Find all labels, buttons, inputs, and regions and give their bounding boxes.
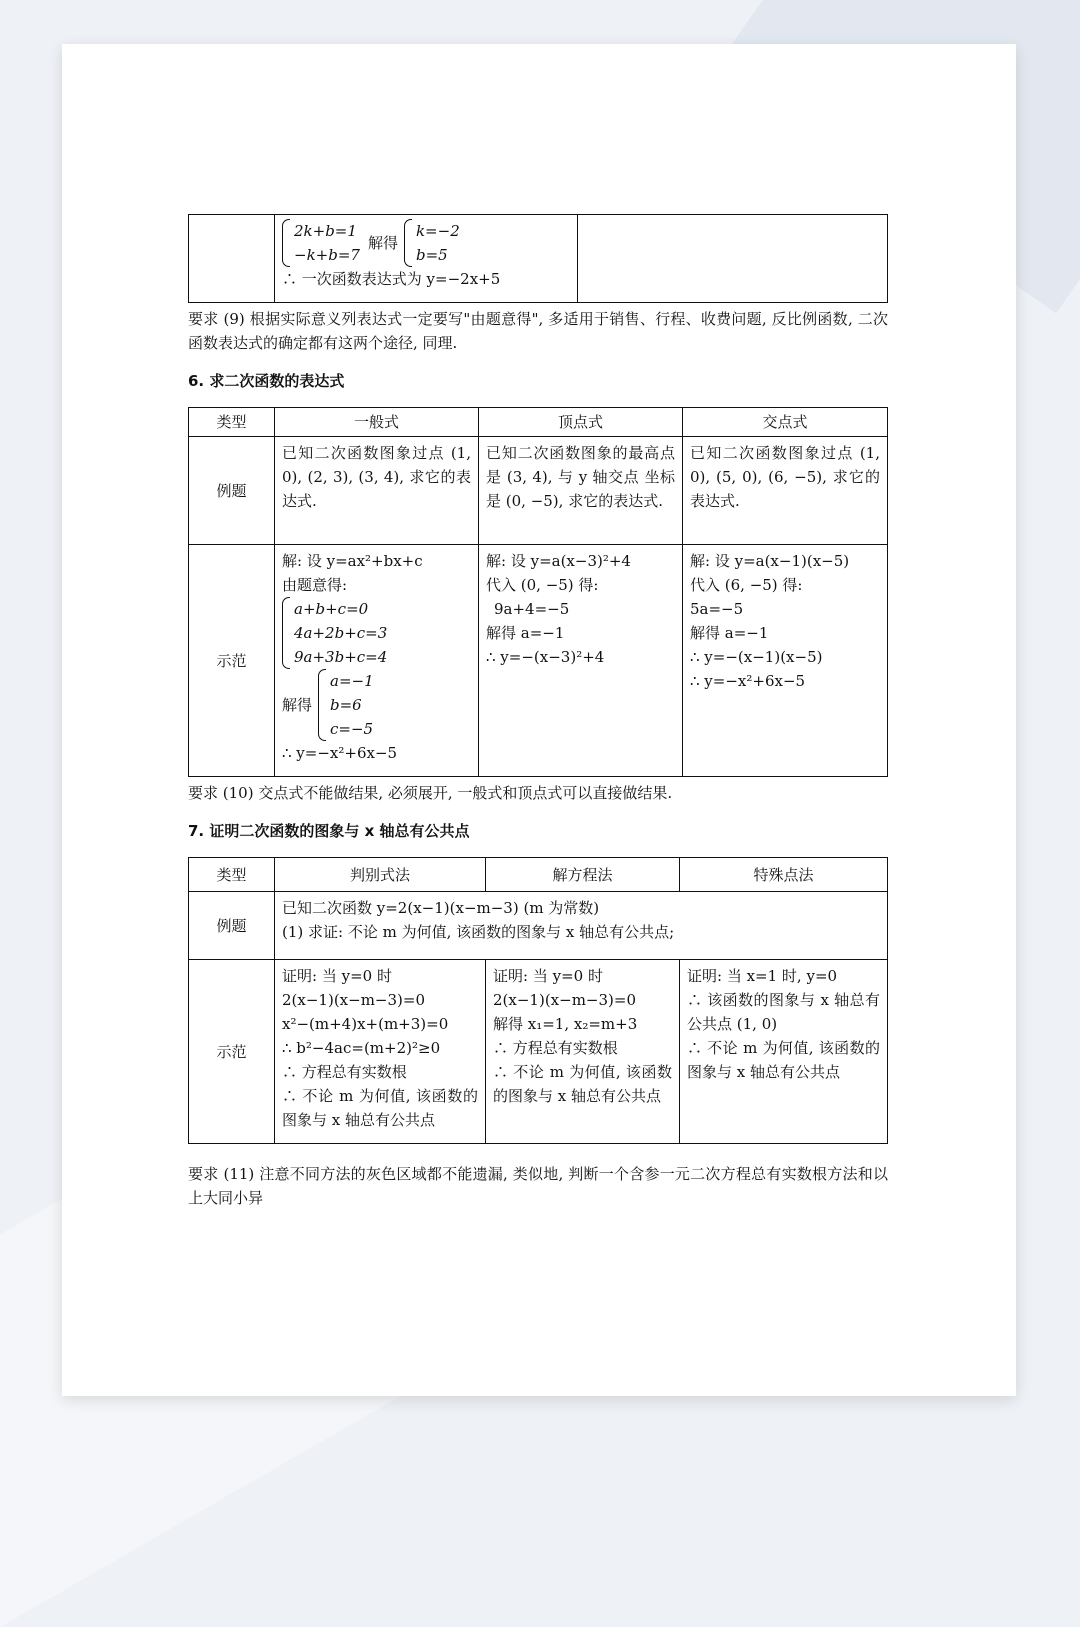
proof-line: ∴ 方程总有实数根: [282, 1063, 407, 1081]
example-general: [275, 437, 479, 545]
solution-line: 9a+4=−5: [494, 600, 570, 618]
solution-line: 解: 设 y=ax²+bx+c: [282, 552, 423, 570]
requirement-note-9: 要求 (9) 根据实际意义列表达式一定要写"由题意得", 多适用于销售、行程、收费问题, 反比例函数, 二次函数表达式的确定都有这两个途径, 同理.: [188, 310, 888, 352]
demo-equation: [486, 960, 680, 1144]
example-vertex: [479, 437, 683, 545]
linear-system: [282, 219, 570, 267]
example-problem: [275, 892, 888, 960]
solution-line: b=5: [415, 246, 448, 264]
proof-conclusion: ∴ 不论 m 为何值, 该函数的图象与 x 轴总有公共点: [493, 1063, 672, 1105]
conclusion-line: ∴ 一次函数表达式为 y=−2x+5: [282, 270, 501, 288]
proof-line: ∴ 该函数的图象与 x 轴总有公共点 (1, 0): [687, 991, 880, 1033]
general-system: [282, 597, 471, 669]
proof-line: 2(x−1)(x−m−3)=0: [493, 991, 636, 1009]
row-label-demo: 示范: [189, 545, 275, 777]
proof-line: 证明: 当 x=1 时, y=0: [687, 967, 838, 985]
header-general-form: 一般式: [275, 408, 479, 437]
demo-vertex: [479, 545, 683, 777]
solution-line: 由题意得:: [282, 576, 348, 594]
solution-line: ∴ y=−(x−1)(x−5): [690, 648, 823, 666]
row-label-example: 例题: [189, 437, 275, 545]
requirement-note-10: 要求 (10) 交点式不能做结果, 必须展开, 一般式和顶点式可以直接做结果.: [188, 784, 673, 802]
solution-line: k=−2: [415, 222, 460, 240]
example-text: 已知二次函数图象的最高点是 (3, 4), 与 y 轴交点 坐标是 (0, −5), 求它的表达式.: [486, 444, 675, 510]
demo-intercept: [683, 545, 888, 777]
proof-line: 证明: 当 y=0 时: [282, 967, 392, 985]
solve-label: 解得: [367, 234, 398, 252]
proof-line: x²−(m+4)x+(m+3)=0: [282, 1015, 449, 1033]
final-answer: ∴ y=−x²+6x−5: [690, 672, 806, 690]
example-text: 已知二次函数图象过点 (1, 0), (2, 3), (3, 4), 求它的表达式.: [282, 444, 471, 510]
equation-line: 2k+b=1: [294, 222, 357, 240]
equation-line: −k+b=7: [294, 246, 360, 264]
solution-line: 解得 a=−1: [486, 624, 565, 642]
section-6-title: 6. 求二次函数的表达式: [188, 372, 345, 390]
proof-line: 证明: 当 y=0 时: [493, 967, 603, 985]
row-label-example: 例题: [189, 892, 275, 960]
solution-line: 解得 a=−1: [690, 624, 769, 642]
requirement-note-11: 要求 (11) 注意不同方法的灰色区域都不能遗漏, 类似地, 判断一个含参一元二次方程总有实数根方法和以上大同小异: [188, 1165, 888, 1207]
example-intercept: [683, 437, 888, 545]
header-discriminant-method: 判别式法: [275, 858, 486, 892]
solution-line: b=6: [330, 696, 362, 714]
document-page: [62, 44, 1016, 1396]
solution-line: 代入 (0, −5) 得:: [486, 576, 599, 594]
header-vertex-form: 顶点式: [479, 408, 683, 437]
solution-line: 解: 设 y=a(x−3)²+4: [486, 552, 631, 570]
header-equation-method: 解方程法: [486, 858, 680, 892]
solution-line: c=−5: [330, 720, 374, 738]
intersection-proof-table: [188, 857, 888, 1144]
demo-general: [275, 545, 479, 777]
proof-conclusion: ∴ 不论 m 为何值, 该函数的图象与 x 轴总有公共点: [282, 1087, 478, 1129]
section-7-title: 7. 证明二次函数的图象与 x 轴总有公共点: [188, 822, 470, 840]
solve-label: 解得: [282, 696, 313, 714]
solution-line: a=−1: [330, 672, 374, 690]
header-intercept-form: 交点式: [683, 408, 888, 437]
proof-line: ∴ b²−4ac=(m+2)²≥0: [282, 1039, 441, 1057]
header-type: 类型: [189, 858, 275, 892]
page-content: [188, 214, 888, 1210]
equation-line: a+b+c=0: [294, 600, 369, 618]
demo-discriminant: [275, 960, 486, 1144]
quadratic-expression-table: [188, 407, 888, 777]
general-solution: [282, 669, 471, 741]
header-type: 类型: [189, 408, 275, 437]
final-answer: ∴ y=−(x−3)²+4: [486, 648, 605, 666]
demo-special-point: [680, 960, 888, 1144]
proof-line: 2(x−1)(x−m−3)=0: [282, 991, 425, 1009]
example-line: 已知二次函数 y=2(x−1)(x−m−3) (m 为常数): [282, 899, 600, 917]
proof-conclusion: ∴ 不论 m 为何值, 该函数的图象与 x 轴总有公共点: [687, 1039, 880, 1081]
empty-cell: [578, 215, 888, 303]
final-answer: ∴ y=−x²+6x−5: [282, 744, 398, 762]
proof-line: 解得 x₁=1, x₂=m+3: [493, 1015, 638, 1033]
proof-line: ∴ 方程总有实数根: [493, 1039, 618, 1057]
linear-solution-cell: [275, 215, 578, 303]
example-text: 已知二次函数图象过点 (1, 0), (5, 0), (6, −5), 求它的表达式.: [690, 444, 880, 510]
example-line: (1) 求证: 不论 m 为何值, 该函数的图象与 x 轴总有公共点;: [282, 923, 675, 941]
header-special-point-method: 特殊点法: [680, 858, 888, 892]
solution-line: 解: 设 y=a(x−1)(x−5): [690, 552, 850, 570]
linear-function-table: [188, 214, 888, 303]
equation-line: 9a+3b+c=4: [294, 648, 388, 666]
equation-line: 4a+2b+c=3: [294, 624, 388, 642]
solution-line: 代入 (6, −5) 得:: [690, 576, 803, 594]
empty-cell: [189, 215, 275, 303]
row-label-demo: 示范: [189, 960, 275, 1144]
solution-line: 5a=−5: [690, 600, 744, 618]
